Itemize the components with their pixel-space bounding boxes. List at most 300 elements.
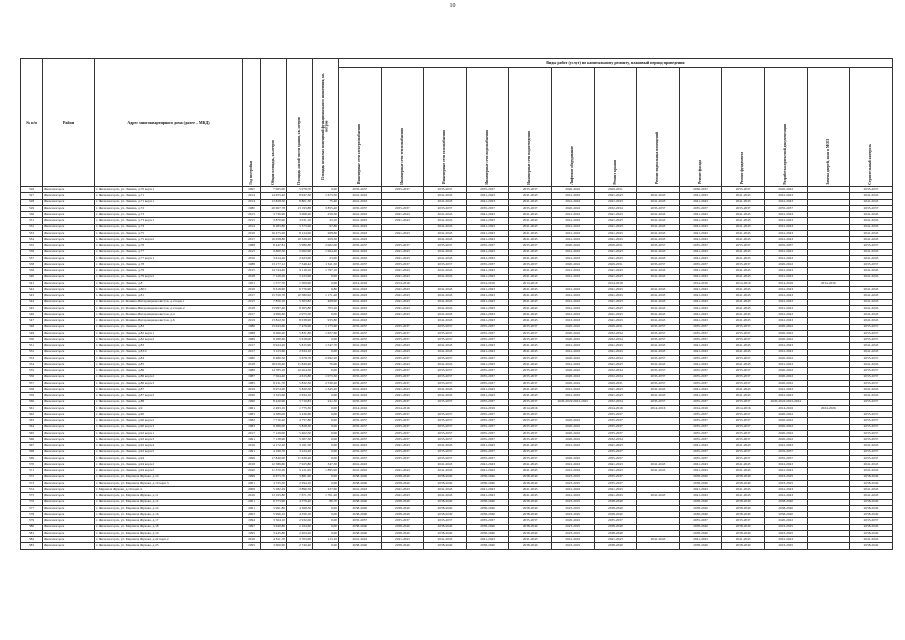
cell-work-period: 2035-2037 [424, 380, 467, 386]
cell-work-period: 2035-2037 [466, 430, 509, 436]
cell-work-period: 2038-2040 [381, 524, 424, 530]
cell-work-period: 2041-2043 [594, 249, 637, 255]
cell-work-period: 2020-2022/2023-2024 [764, 399, 807, 405]
cell-work-period: 2032-2034 [594, 355, 637, 361]
cell-work-period: 2035-2037 [339, 424, 382, 430]
cell-year: 2017 [243, 237, 261, 243]
cell-work-period: 2041-2043 [764, 199, 807, 205]
cell-address: г. Железногорск, ул. Фанина-Интернационалистов, д.4 [95, 312, 243, 318]
cell-work-period: 2035-2037 [679, 262, 722, 268]
cell-address: г. Железногорск, ул. Ленина, д.90 корп.2 [95, 418, 243, 424]
cell-work-period: 2038-2040 [509, 524, 552, 530]
cell-work-period: 2041-2043 [637, 362, 680, 368]
cell-living-area: 2 623,00 [287, 255, 313, 261]
cell-address: г. Железногорск, ул. Маршала Жукова, д.17 [95, 518, 243, 524]
cell-work-period: 2035-2037 [679, 430, 722, 436]
cell-no: 527 [21, 193, 43, 199]
cell-district: Железногорск [43, 505, 95, 511]
cell-total-area: 7 716,20 [261, 418, 287, 424]
cell-work-period: 2041-2043 [551, 393, 594, 399]
cell-total-area: 9 389,00 [261, 424, 287, 430]
cell-work-period: 2041-2043 [722, 230, 765, 236]
cell-work-period: 2020-2022 [764, 418, 807, 424]
cell-work-period: 2041-2043 [850, 199, 893, 205]
cell-work-period: 2038-2040 [509, 480, 552, 486]
cell-work-period [807, 543, 850, 549]
cell-district: Железногорск [43, 330, 95, 336]
header-nonliving-area: Площадь нежилых помещений функционального назначения, кв. метров [313, 59, 339, 187]
cell-work-period: 2041-2043 [850, 312, 893, 318]
cell-work-period: 2041-2043 [424, 255, 467, 261]
cell-work-period: 2020-2022 [764, 437, 807, 443]
cell-work-period: 2014-2016 [764, 280, 807, 286]
cell-work-period: 2035-2037 [722, 518, 765, 524]
cell-work-period: 2041-2043 [466, 537, 509, 543]
cell-no: 532 [21, 224, 43, 230]
cell-work-period: 2041-2043 [339, 293, 382, 299]
cell-work-period: 2041-2043 [339, 493, 382, 499]
cell-work-period: 2038-2040 [679, 480, 722, 486]
cell-address: г. Железногорск, ул. Ленина, д.86 [95, 368, 243, 374]
cell-work-period: 2041-2043 [339, 349, 382, 355]
cell-work-period: 2041-2043 [637, 212, 680, 218]
cell-no: 529 [21, 205, 43, 211]
cell-work-period: 2035-2037 [339, 324, 382, 330]
cell-no: 552 [21, 349, 43, 355]
cell-work-period: 2041-2043 [424, 218, 467, 224]
cell-work-period: 2041-2043 [509, 255, 552, 261]
cell-living-area: 4 379,40 [287, 499, 313, 505]
cell-work-period: 2035-2037 [679, 355, 722, 361]
cell-work-period: 2041-2043 [850, 343, 893, 349]
cell-living-area: 8 801,30 [287, 199, 313, 205]
cell-work-period: 2035-2037 [509, 187, 552, 193]
cell-work-period: 2014-2016 [381, 405, 424, 411]
cell-no: 566 [21, 437, 43, 443]
cell-total-area: 10 475,20 [261, 230, 287, 236]
cell-year: 1991 [243, 449, 261, 455]
cell-no: 559 [21, 393, 43, 399]
cell-work-period: 2041-2043 [594, 299, 637, 305]
cell-work-period: 2041-2043 [381, 312, 424, 318]
cell-work-period: 2038-2040 [424, 543, 467, 549]
cell-work-period: 2041-2043 [722, 387, 765, 393]
cell-work-period: 2020-2022 [551, 380, 594, 386]
cell-work-period: 2041-2043 [424, 343, 467, 349]
cell-work-period: 2041-2043 [594, 212, 637, 218]
cell-work-period: 2035-2037 [850, 205, 893, 211]
cell-work-period: 2014-2016 [594, 280, 637, 286]
cell-work-period: 2035-2037 [722, 374, 765, 380]
cell-work-period: 2041-2043 [594, 218, 637, 224]
cell-work-period: 2035-2037 [850, 330, 893, 336]
cell-district: Железногорск [43, 524, 95, 530]
cell-living-area: 5 307,50 [287, 437, 313, 443]
header-address: Адрес многоквартирного дома (далее – МКД) [95, 59, 243, 187]
cell-total-area: 7 129,20 [261, 274, 287, 280]
cell-work-period: 2035-2037 [424, 437, 467, 443]
cell-work-period: 2041-2043 [637, 343, 680, 349]
cell-year: 2019 [243, 387, 261, 393]
cell-work-period: 2041-2043 [466, 468, 509, 474]
cell-work-period: 2041-2043 [339, 249, 382, 255]
cell-living-area: 2 164,60 [287, 524, 313, 530]
cell-work-period: 2041-2043 [551, 249, 594, 255]
cell-work-period: 2041-2043 [722, 237, 765, 243]
cell-district: Железногорск [43, 299, 95, 305]
cell-year: 2003 [243, 512, 261, 518]
cell-work-period: 2041-2043 [381, 393, 424, 399]
cell-work-period: 2041-2043 [466, 274, 509, 280]
cell-work-period: 2041-2043 [509, 312, 552, 318]
cell-work-period: 2035-2037 [764, 205, 807, 211]
cell-nonliving-area: 0,00 [313, 418, 339, 424]
cell-address: г. Железногорск, ул. Ленина, д.8 [95, 280, 243, 286]
cell-work-period: 2035-2037 [637, 368, 680, 374]
cell-year: 2001 [243, 505, 261, 511]
cell-district: Железногорск [43, 543, 95, 549]
cell-work-period: 2035-2037 [509, 374, 552, 380]
cell-work-period: 2041-2043 [722, 268, 765, 274]
cell-work-period: 2035-2037 [381, 205, 424, 211]
cell-work-period: 2041-2043 [424, 318, 467, 324]
cell-address: г. Железногорск, ул. Ленина, д.83 [95, 343, 243, 349]
cell-total-area: 18 016,40 [261, 362, 287, 368]
cell-work-period: 2035-2037 [381, 418, 424, 424]
cell-work-period: 2035-2037 [381, 424, 424, 430]
header-work-11: Замена дверей, окон в МОП [807, 68, 850, 187]
cell-nonliving-area: 1 611,50 [313, 262, 339, 268]
cell-year: 2017 [243, 293, 261, 299]
cell-work-period: 2029-2031 [594, 324, 637, 330]
cell-work-period: 2038-2040 [381, 530, 424, 536]
cell-work-period: 2038-2040 [722, 499, 765, 505]
cell-work-period: 2023-2025 [551, 505, 594, 511]
cell-district: Железногорск [43, 393, 95, 399]
cell-work-period: 2035-2037 [850, 262, 893, 268]
cell-district: Железногорск [43, 424, 95, 430]
cell-district: Железногорск [43, 243, 95, 249]
cell-no: 528 [21, 199, 43, 205]
cell-total-area: 4 699,60 [261, 312, 287, 318]
cell-work-period: 2041-2043 [850, 393, 893, 399]
cell-work-period: 2041-2043 [509, 268, 552, 274]
cell-total-area: 3 564,10 [261, 518, 287, 524]
cell-work-period: 2041-2043 [594, 443, 637, 449]
cell-work-period: 2035-2037 [722, 399, 765, 405]
cell-work-period: 2035-2037 [381, 355, 424, 361]
cell-year: 2017 [243, 430, 261, 436]
cell-work-period: 2035-2037 [722, 449, 765, 455]
cell-work-period: 2041-2043 [722, 493, 765, 499]
cell-work-period: 2041-2043 [722, 362, 765, 368]
cell-no: 526 [21, 187, 43, 193]
cell-work-period: 2041-2043 [466, 299, 509, 305]
cell-district: Железногорск [43, 437, 95, 443]
cell-year: 1990 [243, 399, 261, 405]
cell-no: 563 [21, 418, 43, 424]
cell-work-period: 2024-2026 [807, 405, 850, 411]
cell-work-period: 2041-2043 [466, 443, 509, 449]
cell-work-period: 2041-2043 [339, 237, 382, 243]
cell-work-period: 2041-2043 [424, 293, 467, 299]
cell-work-period: 2041-2043 [637, 305, 680, 311]
cell-work-period: 2041-2043 [339, 462, 382, 468]
cell-work-period: 2035-2037 [850, 374, 893, 380]
cell-work-period: 2041-2043 [424, 299, 467, 305]
cell-address: г. Железногорск, ул. Ленина, д.85 [95, 362, 243, 368]
cell-district: Железногорск [43, 249, 95, 255]
cell-year: 1995 [243, 543, 261, 549]
cell-district: Железногорск [43, 324, 95, 330]
cell-work-period: 2020-2022 [764, 430, 807, 436]
cell-work-period: 2041-2043 [339, 212, 382, 218]
cell-no: 554 [21, 362, 43, 368]
cell-work-period: 2041-2043 [339, 299, 382, 305]
cell-work-period: 2041-2043 [339, 362, 382, 368]
cell-work-period: 2041-2043 [637, 199, 680, 205]
cell-work-period: 2032-2034 [594, 374, 637, 380]
cell-work-period: 2041-2043 [466, 230, 509, 236]
cell-work-period: 2041-2043 [850, 249, 893, 255]
cell-work-period: 2041-2043 [764, 293, 807, 299]
cell-work-period: 2041-2043 [339, 268, 382, 274]
cell-district: Железногорск [43, 312, 95, 318]
cell-work-period: 2035-2037 [850, 430, 893, 436]
cell-work-period: 2035-2037 [509, 368, 552, 374]
cell-work-period: 2041-2043 [551, 199, 594, 205]
cell-living-area: 2 975,50 [287, 312, 313, 318]
cell-address: г. Железногорск, ул. Ленина, д.82 [95, 324, 243, 330]
cell-work-period: 2038-2040 [466, 530, 509, 536]
cell-district: Железногорск [43, 537, 95, 543]
cell-work-period: 2035-2037 [722, 355, 765, 361]
cell-work-period: 2035-2037 [722, 187, 765, 193]
cell-work-period: 2041-2043 [594, 487, 637, 493]
cell-nonliving-area: 3 855,40 [313, 205, 339, 211]
cell-year: 2016 [243, 537, 261, 543]
cell-work-period: 2020-2022 [551, 243, 594, 249]
cell-work-period: 2035-2037 [381, 399, 424, 405]
cell-work-period: 2014-2016 [594, 405, 637, 411]
cell-total-area: 8 231,70 [261, 380, 287, 386]
cell-work-period: 2035-2037 [679, 418, 722, 424]
cell-work-period: 2041-2043 [764, 493, 807, 499]
cell-work-period: 2041-2043 [679, 349, 722, 355]
cell-work-period: 2035-2037 [509, 337, 552, 343]
cell-living-area: 3 703,00 [287, 537, 313, 543]
cell-work-period: 2020-2022 [764, 187, 807, 193]
cell-total-area: 14 655,40 [261, 193, 287, 199]
header-work-7: Ремонт подвальных помещений [637, 68, 680, 187]
cell-living-area: 3 896,59 [287, 487, 313, 493]
cell-work-period: 2035-2037 [509, 355, 552, 361]
cell-work-period: 2035-2037 [850, 518, 893, 524]
cell-work-period: 2035-2037 [850, 380, 893, 386]
header-work-8: Ремонт фасада [679, 68, 722, 187]
cell-work-period: 2038-2040 [466, 505, 509, 511]
cell-address: г. Железногорск, ул. Ленина, д.73 корп.1 [95, 218, 243, 224]
cell-work-period: 2035-2037 [424, 374, 467, 380]
cell-work-period: 2041-2043 [466, 287, 509, 293]
cell-total-area: 4 811,70 [261, 537, 287, 543]
cell-work-period: 2041-2043 [850, 318, 893, 324]
cell-work-period: 2038-2040 [509, 474, 552, 480]
cell-work-period: 2035-2037 [466, 418, 509, 424]
cell-work-period: 2035-2037 [509, 243, 552, 249]
cell-work-period: 2035-2037 [679, 399, 722, 405]
cell-nonliving-area: 468,90 [313, 299, 339, 305]
cell-work-period: 2035-2037 [466, 424, 509, 430]
cell-work-period: 2041-2043 [424, 305, 467, 311]
cell-work-period: 2020-2022/2023-2025 [551, 399, 594, 405]
cell-work-period: 2035-2037 [424, 518, 467, 524]
cell-work-period: 2035-2037 [424, 262, 467, 268]
cell-work-period: 2035-2037 [509, 437, 552, 443]
cell-work-period: 2038-2040 [594, 530, 637, 536]
cell-work-period: 2035-2037 [381, 187, 424, 193]
cell-year: 2020 [243, 468, 261, 474]
cell-living-area: 3 031,10 [287, 218, 313, 224]
cell-year: 2018 [243, 462, 261, 468]
cell-work-period: 2041-2043 [339, 393, 382, 399]
cell-year: 1999 [243, 474, 261, 480]
cell-district: Железногорск [43, 343, 95, 349]
cell-year: 2015 [243, 268, 261, 274]
cell-work-period: 2023-2025 [551, 480, 594, 486]
cell-work-period: 2041-2043 [850, 387, 893, 393]
cell-work-period: 2014-2016 [807, 280, 850, 286]
cell-work-period: 2035-2037 [381, 412, 424, 418]
cell-address: г. Железногорск, ул. Ленина, д.77 [95, 249, 243, 255]
cell-district: Железногорск [43, 418, 95, 424]
cell-work-period: 2041-2043 [339, 537, 382, 543]
cell-work-period: 2035-2037 [339, 337, 382, 343]
cell-living-area: 3 161,50 [287, 443, 313, 449]
cell-work-period: 2038-2040 [679, 505, 722, 511]
cell-total-area: 3 614,20 [261, 255, 287, 261]
cell-work-period: 2041-2043 [679, 312, 722, 318]
cell-living-area: 13 195,88 [287, 205, 313, 211]
cell-district: Железногорск [43, 287, 95, 293]
cell-living-area: 5 223,90 [287, 274, 313, 280]
cell-work-period: 2035-2037 [850, 243, 893, 249]
cell-living-area: 4 615,80 [287, 374, 313, 380]
cell-work-period: 2035-2037 [594, 455, 637, 461]
cell-work-period: 2041-2043 [381, 287, 424, 293]
cell-address: г. Железногорск, ул. Ленина, д.71 корп.1 [95, 199, 243, 205]
cell-work-period: 2035-2037 [637, 374, 680, 380]
cell-work-period: 2041-2043 [466, 487, 509, 493]
cell-work-period: 2041-2043 [339, 312, 382, 318]
cell-work-period: 2035-2037 [466, 412, 509, 418]
cell-total-area: 2 493,10 [261, 405, 287, 411]
cell-work-period: 2041-2043 [551, 274, 594, 280]
cell-work-period: 2041-2043 [722, 249, 765, 255]
cell-work-period: 2041-2043 [466, 362, 509, 368]
cell-work-period: 2041-2043 [764, 462, 807, 468]
cell-living-area: 7 476,90 [287, 324, 313, 330]
cell-year: 2016 [243, 443, 261, 449]
cell-living-area: 8 305,80 [287, 305, 313, 311]
cell-work-period: 2041-2043 [679, 387, 722, 393]
cell-district: Железногорск [43, 205, 95, 211]
cell-no: 548 [21, 324, 43, 330]
cell-work-period: 2035-2037 [339, 205, 382, 211]
cell-work-period: 2029-2031 [594, 262, 637, 268]
cell-living-area: 5 402,50 [287, 430, 313, 436]
cell-living-area: 5 719,83 [287, 399, 313, 405]
cell-no: 573 [21, 480, 43, 486]
cell-no: 575 [21, 493, 43, 499]
cell-district: Железногорск [43, 368, 95, 374]
cell-no: 581 [21, 530, 43, 536]
cell-work-period: 2041-2043 [722, 393, 765, 399]
cell-work-period: 2041-2043 [637, 318, 680, 324]
cell-work-period: 2035-2037 [637, 355, 680, 361]
cell-total-area: 8 289,60 [261, 337, 287, 343]
cell-address: г. Железногорск, ул. Ленина, д.70 корп.1 [95, 187, 243, 193]
cell-work-period: 2038-2040 [850, 524, 893, 530]
cell-no: 555 [21, 368, 43, 374]
cell-year: 1996 [243, 455, 261, 461]
cell-work-period: 2035-2037 [764, 455, 807, 461]
cell-work-period: 2038-2040 [339, 524, 382, 530]
cell-work-period: 2035-2037 [424, 449, 467, 455]
cell-work-period: 2035-2037 [509, 455, 552, 461]
cell-work-period: 2041-2043 [424, 312, 467, 318]
cell-work-period: 2041-2043 [466, 493, 509, 499]
cell-no: 536 [21, 249, 43, 255]
cell-work-period: 2041-2043 [850, 487, 893, 493]
cell-work-period: 2041-2043 [466, 193, 509, 199]
cell-work-period: 2041-2043 [551, 387, 594, 393]
cell-work-period: 2041-2043 [381, 274, 424, 280]
cell-work-period: 2020-2022 [551, 337, 594, 343]
cell-work-period: 2020-2022 [551, 324, 594, 330]
cell-work-period: 2041-2043 [466, 312, 509, 318]
cell-nonliving-area: 1 171,40 [313, 293, 339, 299]
cell-work-period: 2035-2037 [594, 480, 637, 486]
cell-work-period: 2041-2043 [764, 224, 807, 230]
cell-year: 2018 [243, 305, 261, 311]
cell-work-period: 2041-2043 [466, 305, 509, 311]
cell-district: Железногорск [43, 387, 95, 393]
cell-work-period: 2014-2016 [339, 405, 382, 411]
cell-living-area: 7 925,80 [287, 462, 313, 468]
cell-address: г. Железногорск, ул. Ленина, д.92 корп.5 [95, 449, 243, 455]
cell-year: 2009 [243, 487, 261, 493]
cell-no: 572 [21, 474, 43, 480]
cell-work-period: 2029-2031 [594, 187, 637, 193]
cell-work-period: 2035-2037 [381, 437, 424, 443]
cell-work-period: 2041-2043 [722, 224, 765, 230]
cell-work-period: 2041-2043 [722, 218, 765, 224]
cell-work-period: 2041-2043 [551, 493, 594, 499]
cell-work-period: 2041-2043 [850, 287, 893, 293]
cell-work-period: 2041-2043 [637, 224, 680, 230]
cell-nonliving-area: 0,00 [313, 524, 339, 530]
cell-address: г. Железногорск, ул. Ленина, д.84 [95, 355, 243, 361]
cell-no: 576 [21, 499, 43, 505]
cell-address: г. Железногорск, ул. Ленина, д.77 корп.1 [95, 255, 243, 261]
cell-work-period: 2041-2043 [424, 274, 467, 280]
cell-work-period: 2041-2043 [679, 287, 722, 293]
cell-work-period: 2041-2043 [551, 537, 594, 543]
cell-work-period: 2041-2043 [551, 443, 594, 449]
cell-nonliving-area: 0,00 [313, 443, 339, 449]
cell-work-period: 2041-2043 [594, 224, 637, 230]
